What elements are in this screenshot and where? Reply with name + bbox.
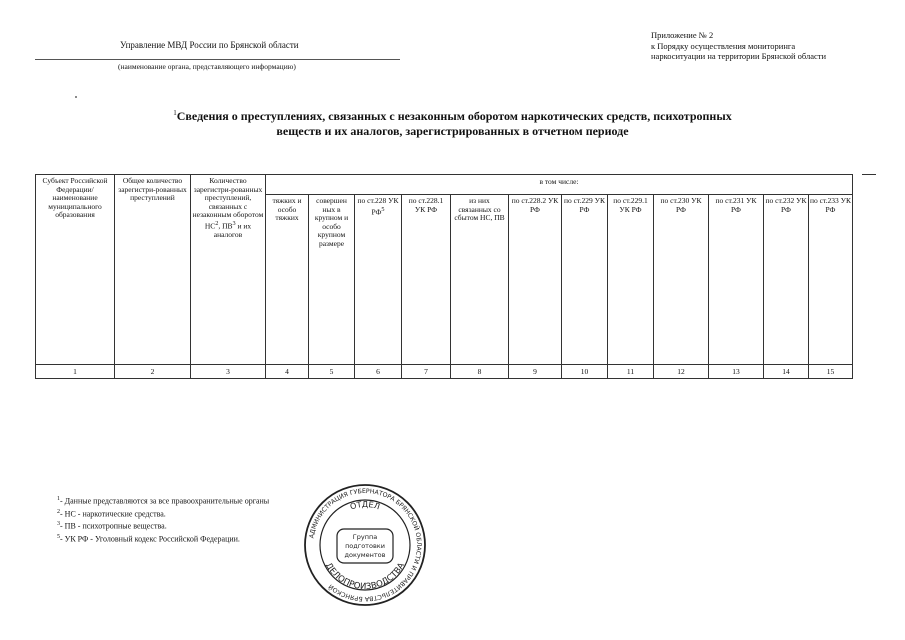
header-including: в том числе:: [266, 175, 853, 195]
column-number: 2: [115, 365, 191, 379]
subheader-art-232: по ст.232 УК РФ: [764, 195, 809, 365]
subheader-art-228: по ст.228 УК $РФ^5$: [355, 195, 402, 365]
column-number: 14: [764, 365, 809, 379]
column-number: 8: [451, 365, 509, 379]
appendix-line: к Порядку осуществления мониторинга: [651, 40, 796, 51]
crime-stats-table: [35, 174, 853, 379]
official-stamp: [303, 483, 427, 607]
subheader-sales: из них связанных со сбытом НС, ПВ: [451, 195, 509, 365]
footnote: $^5$- УК РФ - Уголовный кодекс Российской Федерации.: [57, 533, 240, 544]
stamp-center-line: подготовки: [345, 542, 385, 550]
subheader-art-231: по ст.231 УК РФ: [709, 195, 764, 365]
subheader-art-228-1: по ст.228.1 УК РФ: [402, 195, 451, 365]
header-subject: Субъект Российской Федерации/ наименование муниципального образования: [36, 175, 115, 365]
organization-caption: (наименование органа, представляющего информацию): [118, 62, 296, 71]
column-number: 3: [191, 365, 266, 379]
subheader-art-229-1: по ст.229.1 УК РФ: [608, 195, 654, 365]
subheader-art-229: по ст.229 УК РФ: [562, 195, 608, 365]
title-footnote-mark: 1: [173, 109, 177, 117]
column-number: 6: [355, 365, 402, 379]
column-number: 12: [654, 365, 709, 379]
subheader-grave: тяжких и особо тяжких: [266, 195, 309, 365]
footnotes: [57, 494, 269, 545]
table-top-extension: [862, 174, 876, 175]
subheader-art-230: по ст.230 УК РФ: [654, 195, 709, 365]
title-line-1: Сведения о преступлениях, связанных с незаконным оборотом наркотических средств, психотропных: [176, 109, 732, 123]
title-line-2: веществ и их аналогов, зарегистрированных в отчетном периоде: [276, 124, 629, 138]
appendix-note: [651, 30, 826, 62]
subheader-large-scale: совершен ных в крупном и особо крупном размере: [309, 195, 355, 365]
organization-name: Управление МВД России по Брянской области: [120, 40, 299, 50]
stamp-center-line: Группа: [352, 533, 378, 541]
stamp-ring-text: АДМИНИСТРАЦИЯ ГУБЕРНАТОРА БРЯНСКОЙ ОБЛАСТИ И ПРАВИТЕЛЬСТВА БРЯНСКОЙ: [308, 487, 423, 603]
column-number: 1: [36, 365, 115, 379]
stamp-top-text: ОТДЕЛ: [349, 499, 381, 512]
header-drug-crimes: Количество зарегистри-рованных преступлений, связанных с незаконным оборотом $НС^2$, $ПВ^3$ и их аналогов: [191, 175, 266, 365]
column-number: 4: [266, 365, 309, 379]
column-number: 5: [309, 365, 355, 379]
stamp-center-line: документов: [344, 551, 386, 559]
subheader-art-233: по ст.233 УК РФ: [809, 195, 853, 365]
column-number: 9: [509, 365, 562, 379]
document-title: [120, 106, 785, 139]
footnote: $^2$- НС - наркотические средства.: [57, 508, 166, 519]
footnote: $^1$- Данные представляются за все правоохранительные органы: [57, 496, 270, 506]
scan-speck: [75, 96, 77, 98]
column-number: 15: [809, 365, 853, 379]
subheader-art-228-2: по ст.228.2 УК РФ: [509, 195, 562, 365]
appendix-line: наркоситуации на территории Брянской области: [651, 51, 827, 61]
footnote: $^3$- ПВ - психотропные вещества.: [57, 521, 167, 531]
column-number: 13: [709, 365, 764, 379]
column-number: 7: [402, 365, 451, 379]
stamp-bottom-text: ДЕЛОПРОИЗВОДСТВА: [322, 561, 408, 593]
column-number: 10: [562, 365, 608, 379]
organization-underline: [35, 59, 400, 60]
column-number: 11: [608, 365, 654, 379]
header-total-crimes: Общее количество зарегистри-рованных преступлений: [115, 175, 191, 365]
appendix-line: Приложение № 2: [651, 30, 714, 40]
